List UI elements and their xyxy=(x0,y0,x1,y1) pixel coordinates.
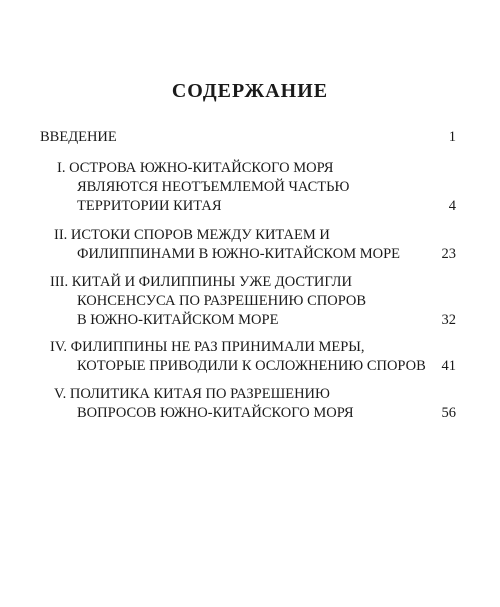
toc-page-number: 41 xyxy=(441,358,456,374)
page-title: СОДЕРЖАНИЕ xyxy=(171,80,329,102)
toc-entry-line: ВОПРОСОВ ЮЖНО-КИТАЙСКОГО МОРЯ xyxy=(77,405,354,421)
toc-entry-line: КОТОРЫЕ ПРИВОДИЛИ К ОСЛОЖНЕНИЮ СПОРОВ xyxy=(77,358,426,374)
toc-entry-line: ВВЕДЕНИЕ xyxy=(40,129,117,145)
toc-entry-line: ФИЛИППИНАМИ В ЮЖНО-КИТАЙСКОМ МОРЕ xyxy=(77,246,401,262)
toc-page-number: 23 xyxy=(441,246,456,262)
toc-entry-line: IV. ФИЛИППИНЫ НЕ РАЗ ПРИНИМАЛИ МЕРЫ, xyxy=(50,339,365,355)
toc-entry-line: В ЮЖНО-КИТАЙСКОМ МОРЕ xyxy=(77,312,279,328)
toc-page-number: 1 xyxy=(448,129,456,145)
toc-entry-line: КОНСЕНСУСА ПО РАЗРЕШЕНИЮ СПОРОВ xyxy=(77,293,367,309)
toc-entry-line: V. ПОЛИТИКА КИТАЯ ПО РАЗРЕШЕНИЮ xyxy=(54,386,330,402)
toc-page-number: 32 xyxy=(441,312,456,328)
toc-entry-line: III. КИТАЙ И ФИЛИППИНЫ УЖЕ ДОСТИГЛИ xyxy=(50,274,352,290)
toc-entry-line: II. ИСТОКИ СПОРОВ МЕЖДУ КИТАЕМ И xyxy=(54,227,330,243)
toc-entry-line: I. ОСТРОВА ЮЖНО-КИТАЙСКОГО МОРЯ xyxy=(57,160,334,176)
toc-entry-line: ЯВЛЯЮТСЯ НЕОТЪЕМЛЕМОЙ ЧАСТЬЮ xyxy=(77,179,350,195)
toc-entry-line: ТЕРРИТОРИИ КИТАЯ xyxy=(77,198,222,214)
toc-page-number: 4 xyxy=(448,198,456,214)
toc-page-number: 56 xyxy=(441,405,456,421)
